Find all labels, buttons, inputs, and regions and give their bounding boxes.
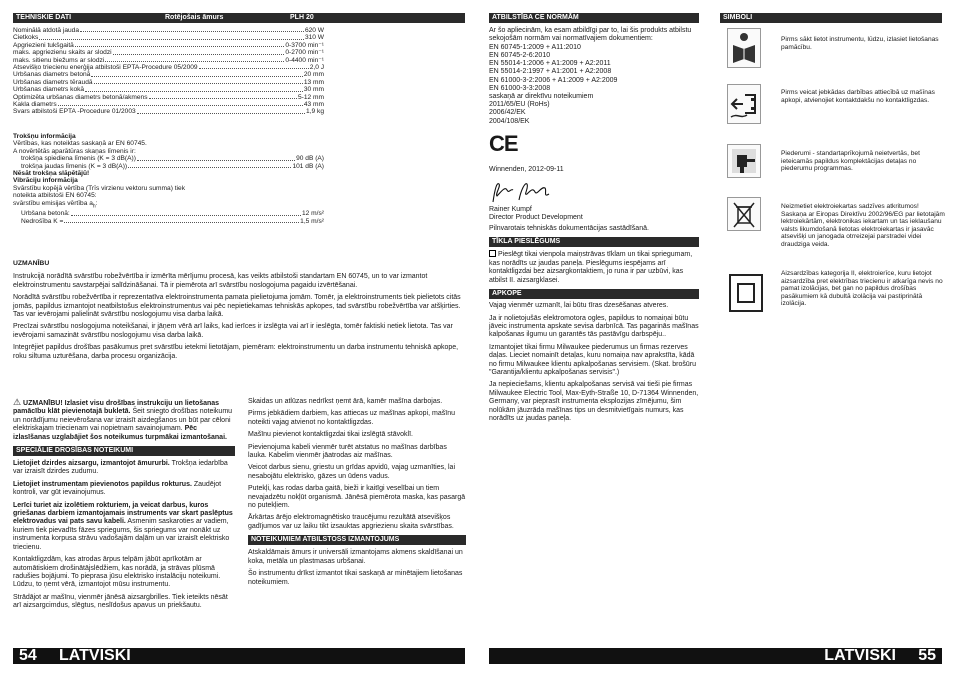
spec-value: 13 mm	[303, 78, 324, 86]
read-manual-icon	[727, 28, 761, 68]
spec-row	[13, 42, 324, 49]
special-safety-para: Lietojiet instrumentam pievienotos papildus rokturus. Zaudējot kontroli, var gūt ievainojumus.	[13, 480, 222, 497]
spec-row	[13, 57, 324, 64]
spec-label: maks. apgriezienu skaits ar slodzi	[13, 49, 112, 57]
page-number: 55	[918, 647, 936, 664]
spec-row	[13, 94, 324, 101]
class-ii-icon	[727, 270, 765, 315]
ce-standard-line: EN 60745-2-6:2010	[489, 52, 551, 60]
vib-title: Vibrāciju informācija	[13, 177, 78, 185]
spec-row	[13, 71, 324, 78]
symbol-text-2: Pirms veicat jebkādas darbības attiecībā uz mašīnas apkopi, atvienojiet kontaktdakšu no kontaktligzdas.	[781, 89, 935, 104]
intended-use-para-2: Šo instrumentu drīkst izmantot tikai saskaņā ar minētajiem lietošanas noteikumiem.	[248, 570, 463, 586]
special-safety-para: Lietojiet dzirdes aizsargu, izmantojot āmururbi. Trokšņa iedarbība var izraisīt dzirdes zudumu.	[13, 460, 228, 476]
ce-standard-line: EN 60745-1:2009 + A11:2010	[489, 43, 581, 51]
warning-triangle-icon: ⚠	[13, 397, 22, 407]
maint-para-1: Vajag vienmēr uzmanīt, lai būtu tīras dzesēšanas atveres.	[489, 302, 669, 310]
signer-title: Director Product Development	[489, 213, 583, 221]
ce-standard-line: EN 55014-1:2006 + A1:2009 + A2:2011	[489, 60, 611, 68]
vib-line-1: Svārstību kopējā vērtība (Trīs virzienu vektoru summa) tiek	[13, 184, 185, 192]
ce-standard-line: EN 55014-2:1997 + A1:2001 + A2:2008	[489, 68, 612, 76]
symbol-text-5: Aizsardzības kategorija II, elektroierīce, kuru lietojot aizsardzība pret elektrības triecienu ir atkarīga nevis no pamat izolācijas, bet gan no papildus drošības pasākumiem kā dubultā izolācija vai pastiprinātā izolācija.	[781, 270, 943, 308]
spec-label: maks. sitienu biežums ar slodzi	[13, 56, 105, 64]
tech-data-product: Rotējošais āmurs	[165, 14, 224, 21]
ce-intro: Ar šo apliecinām, ka esam atbildīgi par to, lai šis produkts atbilstu sekojošām normām vai normatīvajiem dokumentiem:	[489, 27, 692, 43]
mains-header: TĪKLA PIESLĒGUMS	[489, 237, 699, 247]
maintenance-header: APKOPE	[489, 289, 699, 299]
spec-row	[13, 79, 324, 86]
square-bullet-icon	[489, 250, 496, 257]
noise-power-row	[13, 163, 324, 170]
left-lower-col	[13, 398, 235, 615]
maint-para-2: Ja ir nolietojušās elektromotora ogles, papildus to nomaiņai būtu jāveic instrumenta apskate sevisa darbnīcā. Tas pagarinās mašīnas kalpošanas ilgumu un garantēs tās pastāvīgu darbspēju..	[489, 314, 699, 339]
spec-label: Kakla diametrs	[13, 101, 57, 109]
spec-label: Atsevišķo triecienu enerģija atbilstoši EPTA-Procedure 05/2009	[13, 64, 198, 72]
intended-use-header: NOTEIKUMIEM ATBILSTOŠS IZMANTOJUMS	[248, 535, 466, 545]
spec-value: 0-3700 min⁻¹	[285, 41, 324, 49]
special-safety-para: Lerīci turiet aiz izolētiem rokturiem, ja veicat darbus, kuros griešanas darbiem izmantojamais instruments var skart paslēptus elektrovadus vai pats savu kabeli. Asmenim saskaroties ar vadiem, kuriem tiek pievadīts fāzes spriegums, šis spriegums var nonākt uz instrumenta korpusa strāvu vadošajām daļām un var izraisīt elektrisko triecienu.	[13, 501, 233, 551]
attention-para-4: Integrējiet papildus drošības pasākumus pret svārstību ietekmi lietotājam, piemēram: elektroinstrumentu un darba instrumentu tehniskā apkope, roku siltuma uzturēšana, darba procesu organizācija.	[13, 344, 459, 360]
tech-data-title: TEHNISKIE DATI	[16, 14, 72, 21]
ce-standard-line: EN 61000-3-3:2008	[489, 84, 551, 92]
spec-label: Urbšanas diametrs betonā	[13, 71, 91, 79]
symbol-text-3: Piederumi - standartaprīkojumā neietvertās, bet ieteicamās papildus komplektācijas detaļas no piederumu programmas.	[781, 150, 920, 173]
mid-para-4: Pievienojuma kabeli vienmēr turēt atstatus no mašīnas darbības lauka. Kabelim vienmēr jāatrodas aiz mašīnas.	[248, 443, 447, 460]
mid-para-3: Mašīnu pievienot kontaktligzdai tikai izslēgtā stāvoklī.	[248, 431, 413, 439]
symbol-text-1: Pirms sākt lietot instrumentu, lūdzu, izlasiet lietošanas pamācību.	[781, 36, 939, 51]
noise-warning: Nēsāt trokšņa slāpētājū!	[13, 170, 90, 178]
spec-row	[13, 108, 324, 115]
spec-label: Urbšanas diametrs kokā	[13, 86, 85, 94]
vib-drill-row	[13, 210, 324, 217]
vib-uncert-row	[13, 218, 324, 225]
spec-value: 0-4400 min⁻¹	[285, 56, 324, 64]
vib-uncert-value: 1,5 m/s²	[300, 217, 324, 225]
noise-title: Trokšņu informācija	[13, 133, 76, 140]
vib-drill-label: Urbšana betonā:	[21, 210, 70, 218]
maint-para-3: Izmantojiet tikai firmu Milwaukee piederumus un firmas rezerves daļas. Lieciet nomainīt detaļas, kuru nomaiņa nav aprakstīta, kādā no firmu Milwaukee klientu apkalpošanas servisiem. (Skat. brošūru "Garantija/klientu apkalpošanas servisis".)	[489, 343, 696, 376]
noise-info	[13, 133, 324, 225]
spec-value: 0-2700 min⁻¹	[285, 49, 324, 57]
place-date: Winnenden, 2012-09-11	[489, 165, 564, 173]
noise-pressure-row	[13, 155, 324, 162]
weee-bin-icon	[727, 197, 761, 231]
unplug-icon	[727, 84, 761, 124]
vib-line-2: noteikta atbilstoši EN 60745:	[13, 192, 97, 200]
mid-para-5: Veicot darbus sienu, griestu un grīdas apvidū, vajag uzmanīties, lai nesabojātu elektrisko, gāzes un ūdens vadus.	[248, 464, 456, 480]
symbol-text-4: Neizmetiet elektroiekartas sadzīves atkritumos! Saskaņa ar Eiropas Direktīvu 2002/96/EG par lietotajām lektroiekārtām, elektronikas iekartam un tas ieklaušanu valsts likumdošanā lietotas elektroiekartas ir jasavāc atsevišķi un janogada otrreizejai parstradei videi draudziga veida.	[781, 203, 945, 248]
signer-name: Rainer Kumpf	[489, 206, 532, 214]
vib-drill-value: 12 m/s²	[302, 210, 324, 218]
mid-para-6: Putekļi, kas rodas darba gaitā, bieži ir kaitīgi veselībai un tiem nevajadzētu nokļūt organismā. Jānēsā piemērota maska, kas pasargā no putekļiem.	[248, 485, 466, 510]
spec-label: Apgriezieni tukšgaitā	[13, 41, 74, 49]
special-safety-para: Kontaktligzdām, kas atrodas ārpus telpām jābūt aprīkotām ar automātiskiem drošinātājslēdžiem, kas norādā, ja strāvas plūsmā radušies bojājumi. To pieprasa jūsu elektrisko instalāciju noteikumi. Lūdzu, to ņemt vērā, izmantojot mūsu instrumentu.	[13, 556, 221, 589]
spec-row	[13, 86, 324, 93]
noise-line-2: A novērtētās aparātūras skaņas līmenis ir:	[13, 147, 136, 155]
ce-standard-line: saskaņā ar direktīvu noteikumiem	[489, 93, 594, 101]
mains-text: Pieslēgt tikai vienpola maiņstrāvas tīklam un tikai spriegumam, kas norādīts uz jaudas paneļa. Pieslēgums iespējams arī kontaktligzdai bez aizsargkontaktiem, jo runa ir par uzbūvi, kas atbilst II. aizsargklasei.	[489, 251, 693, 284]
left-middle-col	[248, 398, 466, 591]
ce-standard-line: EN 61000-3-2:2006 + A1:2009 + A2:2009	[489, 76, 618, 84]
signature-image	[491, 178, 561, 206]
spec-value: 310 W	[304, 34, 324, 42]
tech-data-model: PLH 20	[290, 14, 314, 21]
attention-section	[13, 260, 465, 365]
spec-value: 43 mm	[303, 101, 324, 109]
spec-label: Svars atbilstoši EPTA -Procedure 01/2003	[13, 108, 136, 116]
intended-use-para-1: Atskaldāmais āmurs ir universāli izmantojams akmens skaldīšanai un koka, metāla un plastmasas urbšanai.	[248, 549, 463, 565]
spec-value: 620 W	[304, 27, 324, 34]
attention-title: UZMANĪBU	[13, 260, 50, 267]
attention-para-1: Instrukcijā norādītā svārstību robežvērtība ir izmērīta mērījumu procesā, kas veikts atbilstoši standartam EN 60745, un to var izmantot elektroinstrumentu savstarpējai salīdzināšanai. Tā ir piemērota arī svārstību noslogojuma pagaidu izvērtēšanai.	[13, 273, 428, 289]
spec-label: Nominālā atdotā jauda	[13, 27, 79, 34]
spec-label: Urbšanas diametrs tēraudā	[13, 78, 93, 86]
noise-pressure-value: 90 dB (A)	[296, 155, 324, 163]
spec-row	[13, 64, 324, 71]
warning-paragraph: ⚠ UZMANĪBU! Izlasiet visu drošības instrukciju un lietošanas pamācību klāt pievienotajā bukletā. Šeit sniegto drošības noteikumu un norādījumu neievērošana var izraisīt aizdegšanos un būt par cēloni elektriskajam triecienam vai nopietnam savainojumam. Pēc izlasīšanas uzglabājiet šos noteikumus turpmākai izmantošanai.	[13, 397, 233, 441]
specs-list	[13, 27, 324, 116]
spec-value: 20 mm	[303, 71, 324, 79]
special-safety-para: Strādājot ar mašīnu, vienmēr jānēsā aizsargbrilles. Tiek ieteikts nēsāt arī aizsargcimdus, slēgtus, neslīdošus apavus un priekšautu.	[13, 593, 228, 610]
noise-power-value: 101 dB (A)	[292, 162, 324, 170]
spec-value: 2,0 J	[309, 64, 324, 72]
spec-label: Cietkoks	[13, 34, 39, 42]
mid-para-1: Skaidas un atlūzas nedrīkst ņemt ārā, kamēr mašīna darbojas.	[248, 398, 443, 405]
maint-para-4: Ja nepieciešams, klientu apkalpošanas servisā vai tieši pie firmas Milwaukee Electric Tool, Max-Eyth-Straße 10, D-71364 Winnenden, Germany, var pieprasīt instrumenta eksplozijas zīmējumu, šim nolūkām jāuzrāda mašīnas tips un desmitvietīgais numurs, kas norādīts uz jaudas paneļa.	[489, 381, 699, 422]
mid-para-2: Pirms jebkādiem darbiem, kas attiecas uz mašīnas apkopi, mašīnu noteikti vajag atvienot no kontaktligzdas.	[248, 410, 455, 426]
attention-para-3: Precīzai svārstību noslogojuma noteikšanai, ir jāņem vērā arī laiks, kad ierīces ir izslēgta vai arī ir ieslēgta, tomēr faktiski netiek lietota. Tas var ievērojami samazināt svārstību noslogojumu visa darba laikā.	[13, 323, 453, 339]
right-left-col	[489, 13, 699, 427]
ce-mark: CE	[489, 130, 518, 156]
spec-value: 30 mm	[303, 86, 324, 94]
language-label: LATVISKI	[59, 647, 131, 664]
ce-standard-line: 2004/108/EK	[489, 117, 530, 125]
noise-pressure-label: trokšņa spiediena līmenis (K = 3 dB(A))	[21, 155, 136, 163]
noise-line-1: Vērtības, kas noteiktas saskaņā ar EN 60745.	[13, 140, 147, 148]
spec-value: 5-12 mm	[297, 93, 324, 101]
right-page	[477, 0, 954, 677]
spec-row	[13, 34, 324, 41]
symbols-header: SIMBOLI	[720, 13, 942, 23]
authorised-compile: Pilnvarotais tehniskās dokumentācijas sastādīšanā.	[489, 225, 649, 233]
spec-value: 1,9 kg	[306, 108, 324, 116]
mid-para-7: Ārkārtas ārējo elektromagnētisko traucējumu rezultātā atsevišķos gadījumos var uz laiku tikt izsauktas apgriezienu skaita svārstības.	[248, 514, 454, 530]
spec-row	[13, 27, 324, 34]
spec-row	[13, 101, 324, 108]
spec-row	[13, 49, 324, 56]
vib-line-3: svārstību emisijas vērtība $a_h$:	[13, 199, 98, 209]
vib-uncert-label: Nedrošība K =	[21, 217, 64, 225]
left-footer	[13, 648, 465, 664]
ce-standard-line: 2006/42/EK	[489, 109, 526, 117]
page-number: 54	[19, 647, 37, 664]
ce-header: ATBILSTĪBA CE NORMĀM	[489, 13, 699, 23]
attention-para-2: Norādītā svārstību robežvērtība ir reprezentatīva elektroinstrumenta pamata pielietojuma jomām. Tomēr, ja elektroinstruments tiek pielietots citās jomās, papildus izmantojot neatbilstošus elektroinstrumentus vai pēc nepietiekamas tehniskās apkopes, tad svārstību robežvērtība var atšķirties. Tas var ievērojami palielināt svārstību noslogojumu visa darba laikā.	[13, 294, 461, 319]
tech-data-header	[13, 13, 465, 23]
language-label: LATVISKI	[824, 647, 896, 664]
symbols-col	[720, 13, 942, 23]
accessory-icon	[727, 144, 761, 178]
special-safety-header: SPECIĀLIE DROŠĪBAS NOTEIKUMI	[13, 446, 235, 456]
ce-standard-line: 2011/65/EU (RoHs)	[489, 101, 550, 109]
noise-power-label: trokšņa jaudas līmenis (K = 3 dB(A))	[21, 162, 128, 170]
right-footer	[489, 648, 942, 664]
spec-label: Optimizēta urbšanas diametrs betonā/akmens	[13, 93, 148, 101]
